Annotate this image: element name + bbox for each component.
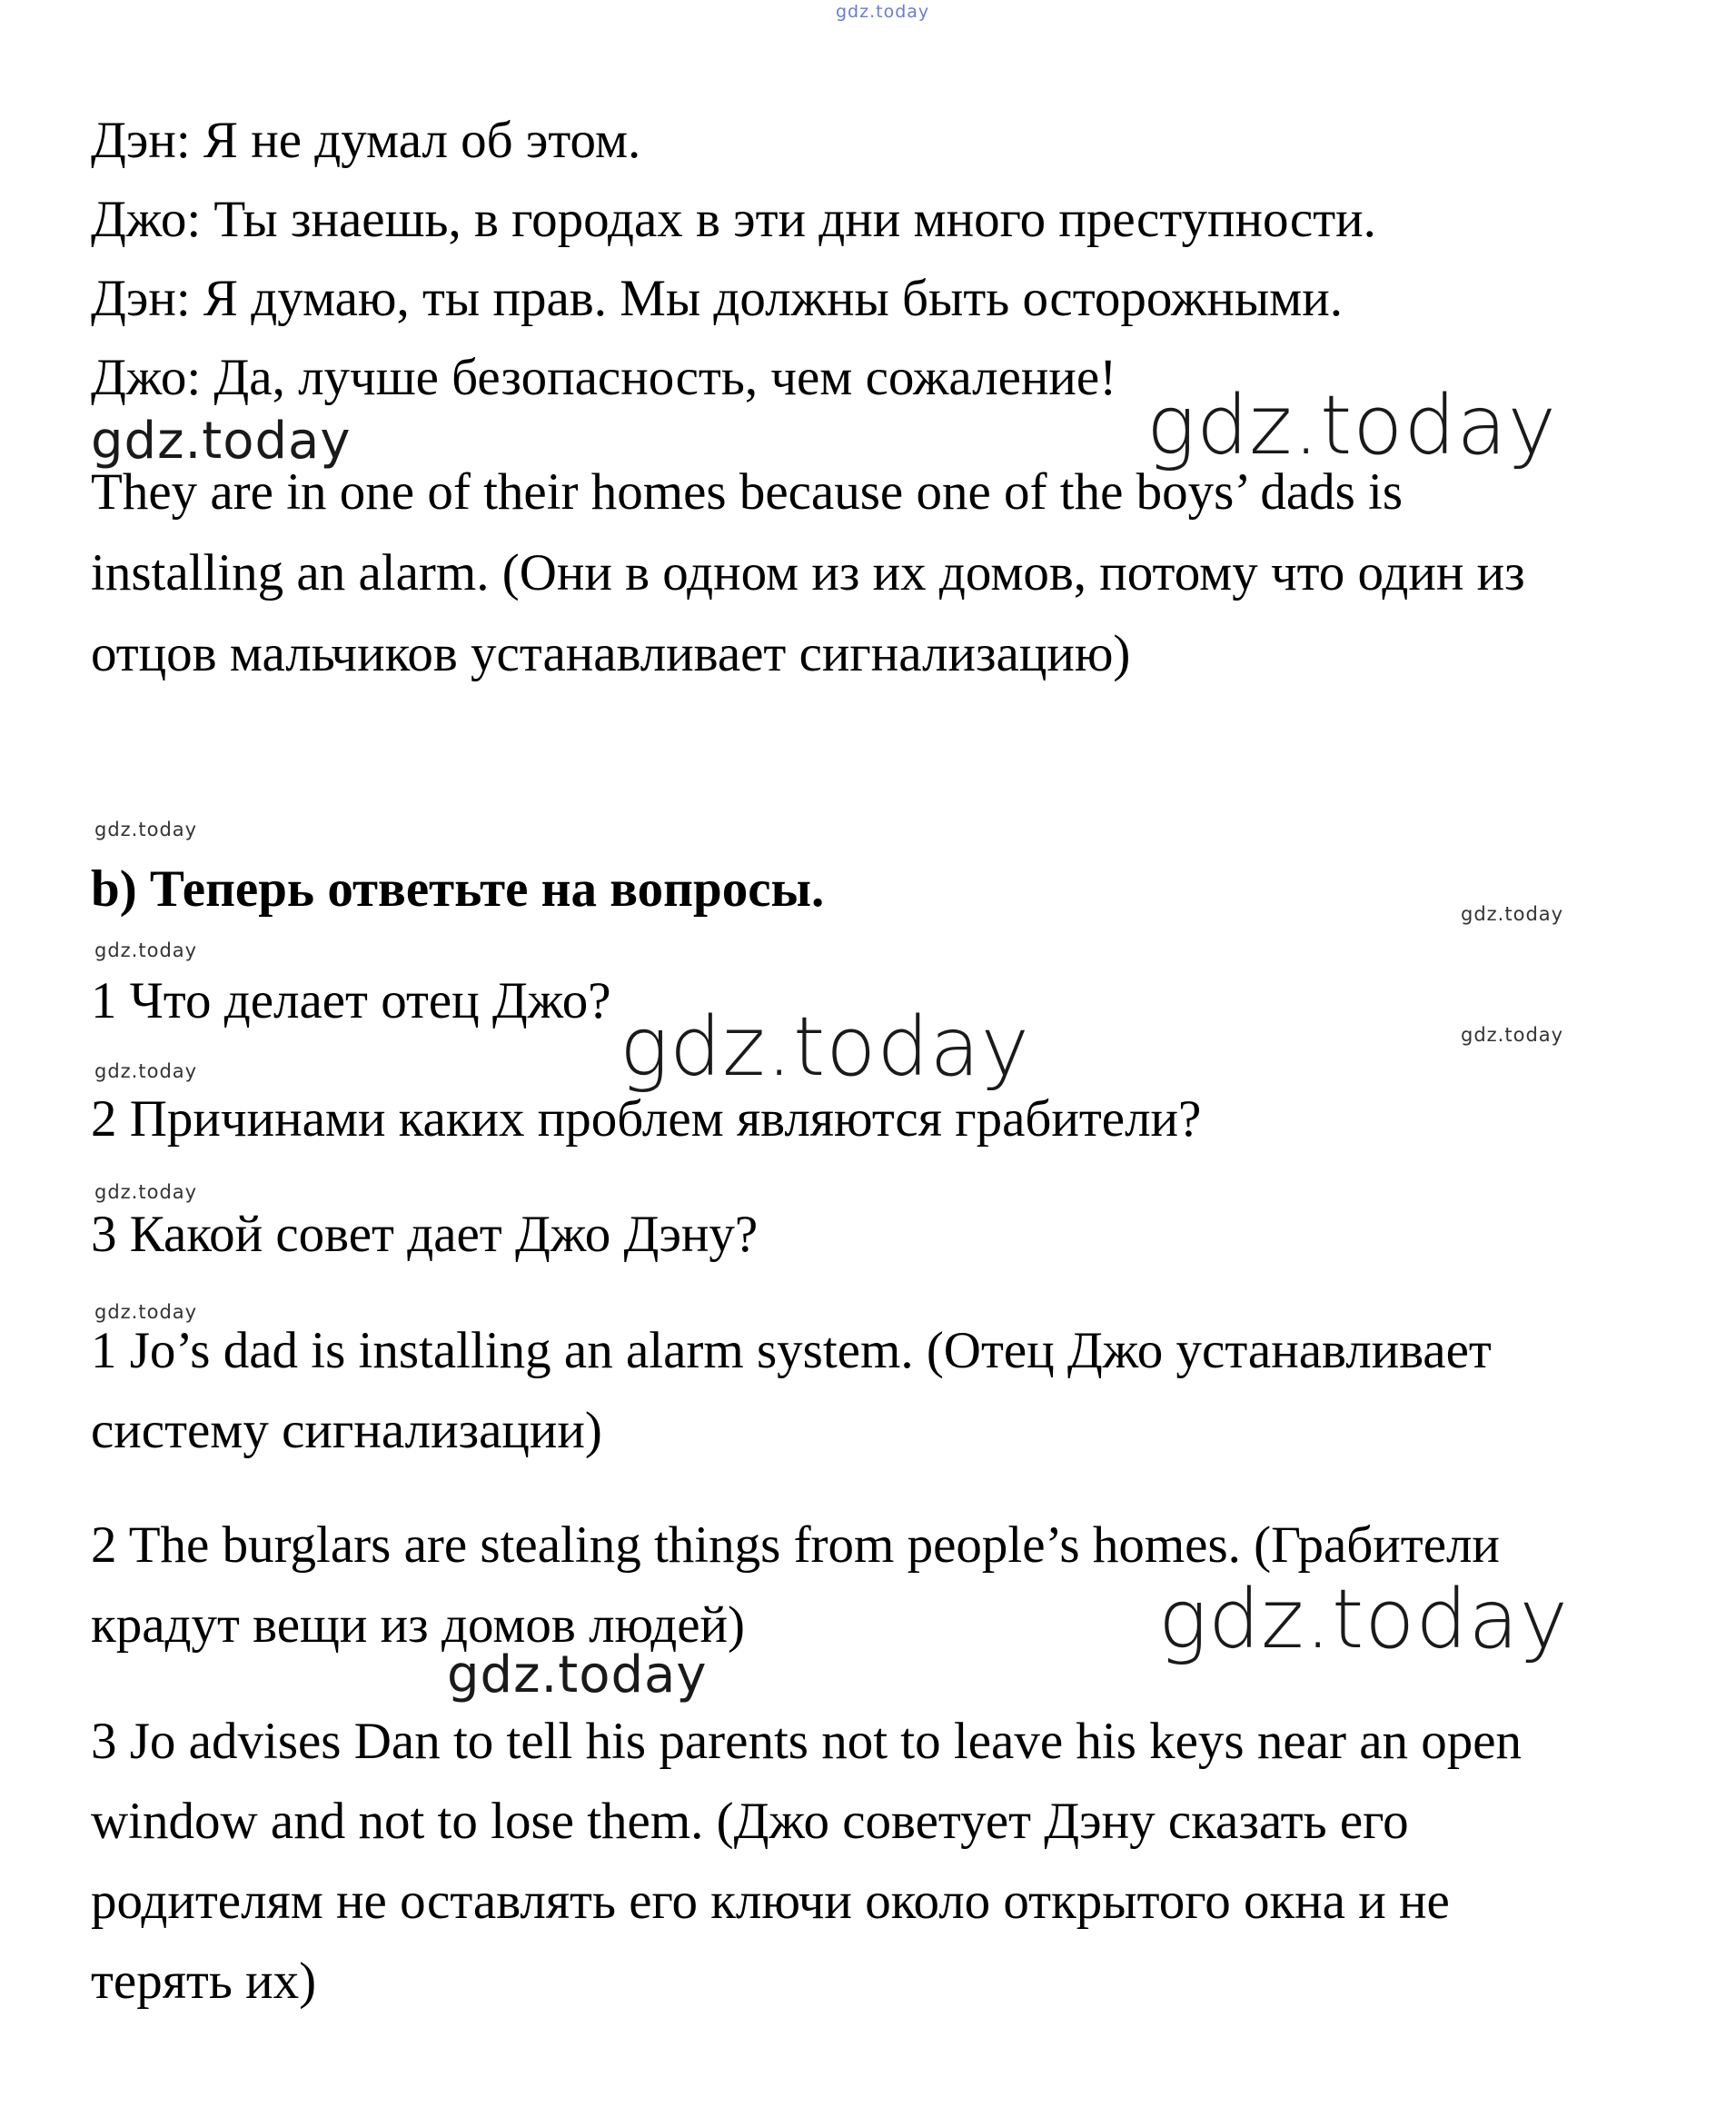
answer-3-line-4: терять их): [91, 1953, 317, 2010]
answer-3-line-2: window and not to lose them. (Джо советует Дэну сказать его: [91, 1793, 1409, 1850]
answer-2-line-2: крадут вещи из домов людей): [91, 1596, 746, 1654]
dialogue-line-4: Джо: Да, лучше безопасность, чем сожаление!: [91, 349, 1117, 406]
watermark: gdz.today: [94, 1060, 198, 1082]
dialogue-line-2: Джо: Ты знаешь, в городах в эти дни много преступности.: [91, 191, 1376, 248]
watermark-top: gdz.today: [836, 2, 930, 22]
question-1: 1 Что делает отец Джо?: [91, 972, 611, 1029]
dialogue-line-3: Дэн: Я думаю, ты прав. Мы должны быть осторожными.: [91, 270, 1343, 327]
answer-1-line-2: систему сигнализации): [91, 1402, 602, 1459]
watermark: gdz.today: [94, 939, 198, 961]
watermark: gdz.today: [91, 412, 352, 471]
watermark: gdz.today: [620, 999, 1030, 1095]
watermark: gdz.today: [447, 1645, 708, 1705]
answer-a-line-1: They are in one of their homes because one of the boys’ dads is: [91, 463, 1404, 521]
answer-a-line-2: installing an alarm. (Они в одном из их домов, потому что один из: [91, 544, 1525, 601]
watermark: gdz.today: [1146, 378, 1557, 473]
question-3: 3 Какой совет дает Джо Дэну?: [91, 1206, 759, 1263]
watermark: gdz.today: [94, 1181, 198, 1203]
dialogue-line-1: Дэн: Я не думал об этом.: [91, 112, 641, 169]
watermark: gdz.today: [1158, 1572, 1569, 1667]
watermark: gdz.today: [94, 819, 198, 840]
watermark: gdz.today: [94, 1301, 198, 1323]
answer-1-line-1: 1 Jo’s dad is installing an alarm system. (Отец Джо устанавливает: [91, 1322, 1492, 1379]
watermark: gdz.today: [1461, 903, 1564, 925]
question-2: 2 Причинами каких проблем являются грабители?: [91, 1090, 1202, 1148]
answer-3-line-3: родителям не оставлять его ключи около открытого окна и не: [91, 1873, 1450, 1930]
section-b-heading: b) Теперь ответьте на вопросы.: [91, 860, 825, 918]
answer-a-line-3: отцов мальчиков устанавливает сигнализацию): [91, 625, 1131, 682]
answer-3-line-1: 3 Jo advises Dan to tell his parents not to leave his keys near an open: [91, 1713, 1523, 1770]
watermark: gdz.today: [1461, 1024, 1564, 1046]
answer-2-line-1: 2 The burglars are stealing things from people’s homes. (Грабители: [91, 1516, 1500, 1574]
